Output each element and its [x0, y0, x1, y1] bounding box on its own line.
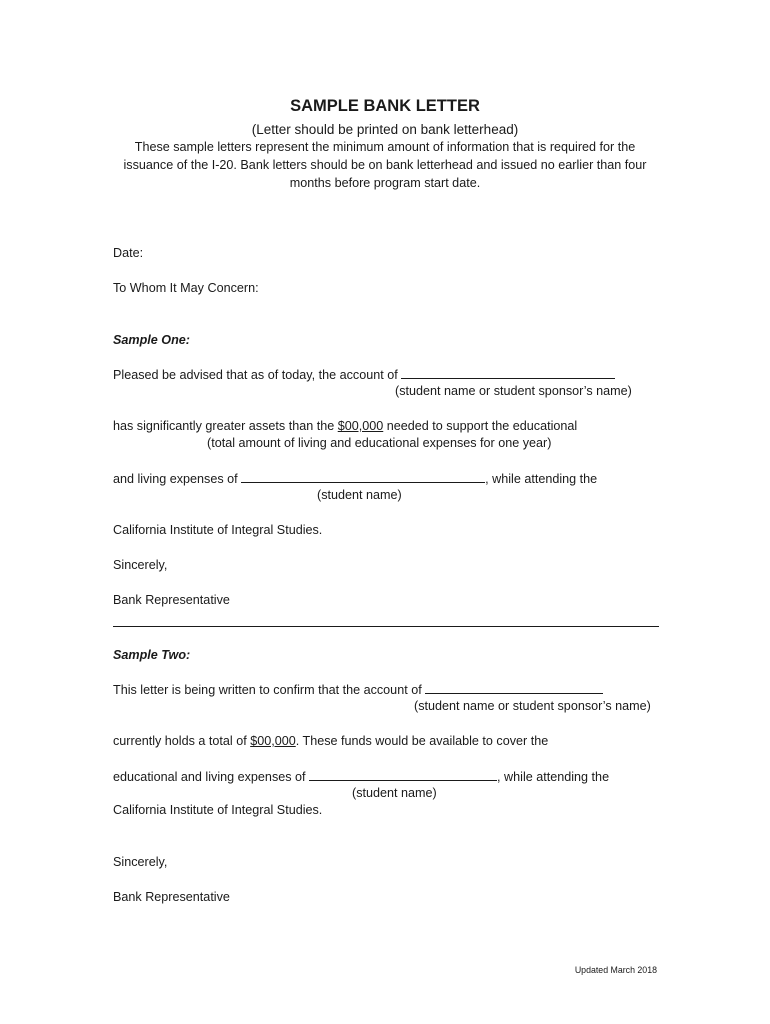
sample-one-line-2-after: needed to support the educational [383, 419, 578, 433]
sample-one-signature: Bank Representative [113, 593, 230, 607]
sample-two-line-2-after: . These funds would be available to cover the [295, 734, 549, 748]
intro-line-2: issuance of the I-20. Bank letters should be on bank letterhead and issued no earlier than four [123, 158, 647, 172]
sample-one-line-3-before: and living expenses of [113, 472, 242, 486]
sample-one-line-2-caption: (total amount of living and educational expenses for one year) [207, 436, 552, 450]
document-subtitle: (Letter should be printed on bank letterhead) [251, 122, 519, 137]
sample-two-line-3-before: educational and living expenses of [113, 770, 310, 784]
section-divider [113, 626, 659, 627]
student-name-blank-2 [309, 768, 497, 781]
sample-two-line-2 [113, 733, 548, 749]
intro-line-1: These sample letters represent the minimum amount of information that is required for the [134, 140, 636, 154]
sample-two-signature: Bank Representative [113, 890, 230, 904]
sample-one-line-2-before: has significantly greater assets than the [113, 419, 338, 433]
sample-one-line-1-text: Pleased be advised that as of today, the account of [113, 368, 402, 382]
sponsor-name-blank [401, 366, 615, 379]
sample-one-line-1 [113, 366, 615, 383]
sample-one-line-3 [113, 470, 597, 487]
sponsor-name-blank-2 [425, 681, 603, 694]
sample-one-institution: California Institute of Integral Studies. [113, 523, 323, 537]
sample-one-line-2 [113, 418, 577, 434]
sample-two-line-2-before: currently holds a total of [113, 734, 251, 748]
sample-two-line-3-caption: (student name) [352, 786, 437, 800]
sample-one-line-3-caption: (student name) [317, 488, 402, 502]
sample-one-line-1-caption: (student name or student sponsor’s name) [395, 384, 632, 398]
sample-one-closing: Sincerely, [113, 558, 168, 572]
sample-two-heading: Sample Two: [113, 648, 191, 662]
student-name-blank [241, 470, 485, 483]
footer-updated-date: Updated March 2018 [574, 965, 657, 975]
sample-one-line-3-after: , while attending the [485, 472, 598, 486]
date-label: Date: [113, 246, 144, 260]
sample-two-line-1-caption: (student name or student sponsor’s name) [414, 699, 651, 713]
sample-two-line-3-after: , while attending the [497, 770, 610, 784]
sample-one-heading: Sample One: [113, 333, 190, 347]
document-title: SAMPLE BANK LETTER [290, 97, 480, 115]
sample-one-amount: $00,000 [337, 419, 384, 433]
salutation: To Whom It May Concern: [113, 281, 259, 295]
sample-two-institution: California Institute of Integral Studies. [113, 803, 323, 817]
sample-two-line-3 [113, 768, 609, 785]
intro-line-3: months before program start date. [289, 176, 481, 190]
sample-two-closing: Sincerely, [113, 855, 168, 869]
sample-two-line-1-text: This letter is being written to confirm that the account of [113, 683, 426, 697]
sample-two-line-1 [113, 681, 603, 698]
sample-two-amount: $00,000 [250, 734, 296, 748]
